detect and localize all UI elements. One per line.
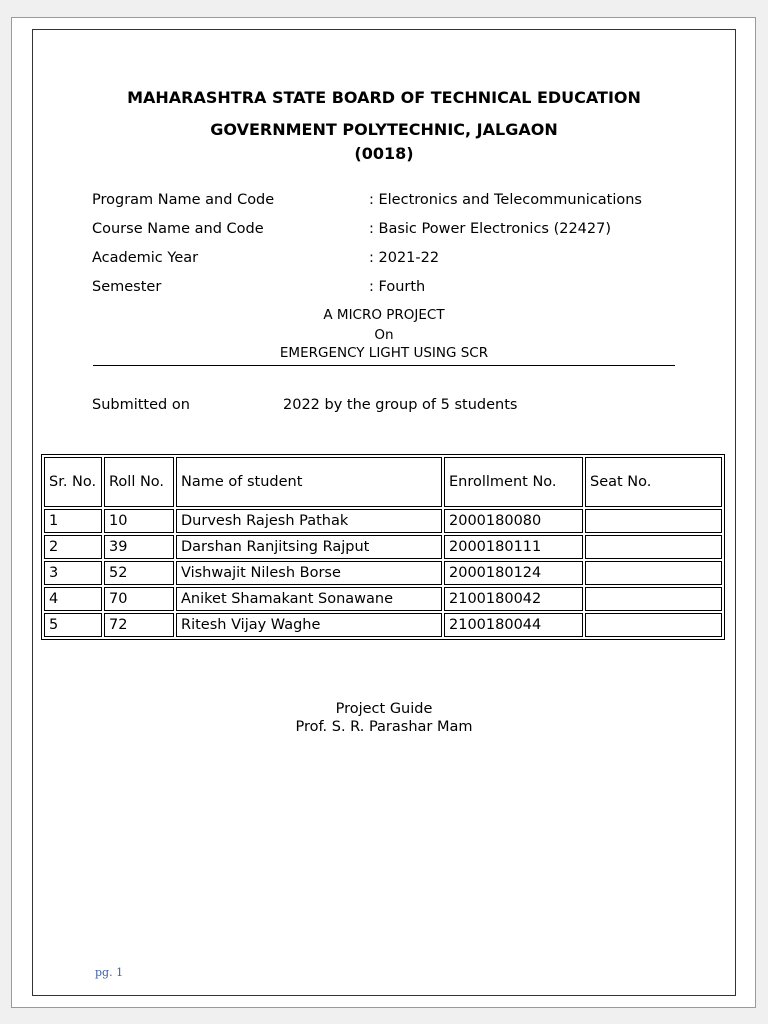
cell-seat-no [585,535,722,559]
semester-label: Semester [92,279,162,295]
cell-sr-no: 3 [44,561,102,585]
course-label: Course Name and Code [92,221,264,237]
cell-enrollment: 2000180111 [444,535,583,559]
cell-name: Durvesh Rajesh Pathak [176,509,442,533]
cell-seat-no [585,509,722,533]
cell-enrollment: 2100180042 [444,587,583,611]
table-row [44,613,722,637]
on-text: On [374,327,394,343]
course-value: : Basic Power Electronics (22427) [369,221,612,237]
cell-enrollment: 2000180124 [444,561,583,585]
micro-project-heading: A MICRO PROJECT [323,307,445,323]
cell-roll-no: 72 [104,613,174,637]
header-roll-no: Roll No. [104,457,174,507]
cell-name: Aniket Shamakant Sonawane [176,587,442,611]
cell-seat-no [585,587,722,611]
board-title: MAHARASHTRA STATE BOARD OF TECHNICAL EDUCATION [127,88,641,107]
cell-roll-no: 52 [104,561,174,585]
institute-title: GOVERNMENT POLYTECHNIC, JALGAON [210,120,558,139]
cell-enrollment: 2000180080 [444,509,583,533]
cell-seat-no [585,561,722,585]
table-row [44,535,722,559]
cell-sr-no: 5 [44,613,102,637]
table-row [44,509,722,533]
submitted-label: Submitted on [92,397,190,413]
header-seat-no: Seat No. [585,457,722,507]
table-row [44,561,722,585]
header-sr-no: Sr. No. [44,457,102,507]
table-row [44,587,722,611]
cell-name: Darshan Ranjitsing Rajput [176,535,442,559]
title-underline [93,365,675,366]
cell-sr-no: 1 [44,509,102,533]
project-guide-label: Project Guide [335,701,433,717]
cell-name: Ritesh Vijay Waghe [176,613,442,637]
page-number: pg. 1 [95,966,124,979]
cell-sr-no: 4 [44,587,102,611]
header-name: Name of student [176,457,442,507]
academic-year-value: : 2021-22 [369,250,440,266]
academic-year-label: Academic Year [92,250,199,266]
cell-roll-no: 39 [104,535,174,559]
project-guide-name: Prof. S. R. Parashar Mam [295,719,473,735]
program-label: Program Name and Code [92,192,275,208]
table-header-row [44,457,722,507]
header-enrollment: Enrollment No. [444,457,583,507]
cell-seat-no [585,613,722,637]
cell-roll-no: 70 [104,587,174,611]
cell-roll-no: 10 [104,509,174,533]
project-title: EMERGENCY LIGHT USING SCR [279,345,489,361]
program-value: : Electronics and Telecommunications [369,192,642,208]
submitted-text: 2022 by the group of 5 students [283,397,518,413]
students-table [41,454,725,640]
cell-sr-no: 2 [44,535,102,559]
semester-value: : Fourth [369,279,426,295]
cell-enrollment: 2100180044 [444,613,583,637]
institute-code: (0018) [354,144,414,163]
cell-name: Vishwajit Nilesh Borse [176,561,442,585]
